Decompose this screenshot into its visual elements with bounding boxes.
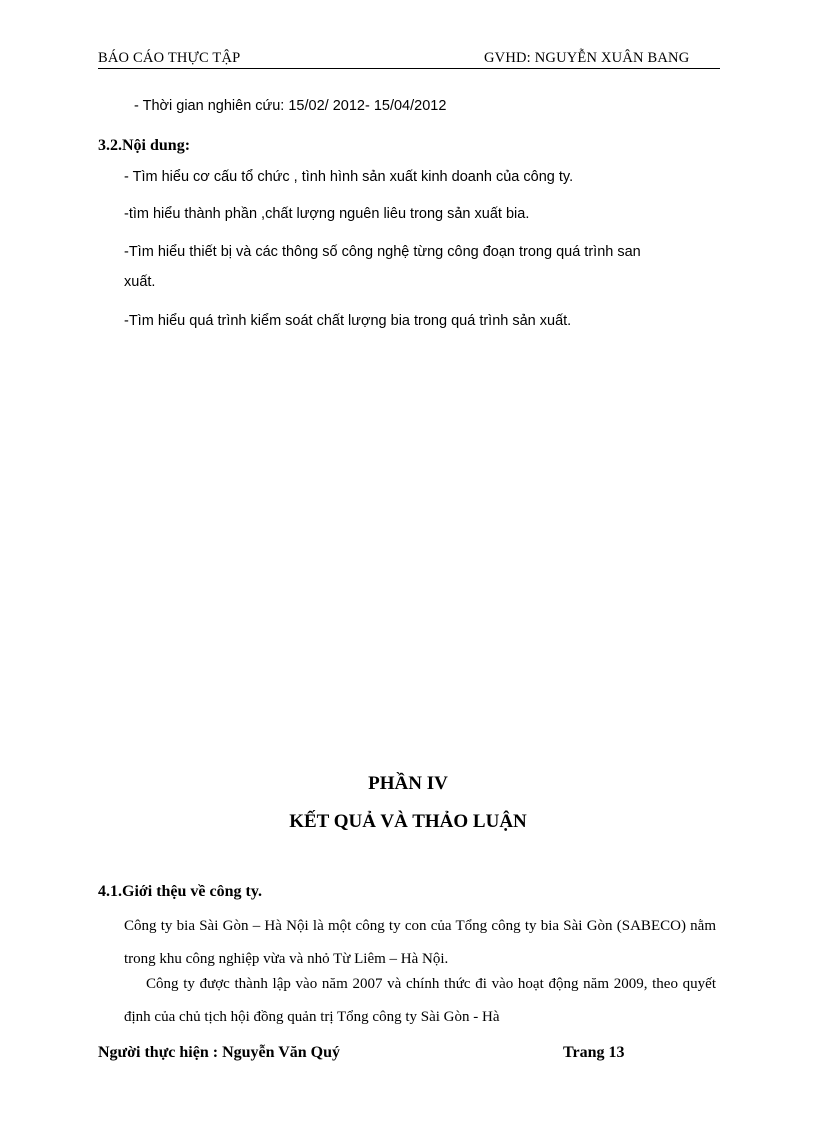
content-item-3-continued: xuất. xyxy=(124,274,156,290)
part-number: PHẦN IV xyxy=(368,773,448,794)
company-intro-paragraph-2: Công ty được thành lập vào năm 2007 và chính thức đi vào hoạt động năm 2009, theo quyết định của chủ tịch hội đồng quản trị Tổng công ty Sài Gòn - Hà xyxy=(124,976,716,1025)
header-report-title: BÁO CÁO THỰC TẬP xyxy=(98,50,241,66)
company-intro-paragraph-1: Công ty bia Sài Gòn – Hà Nội là một công ty con của Tổng công ty bia Sài Gòn (SABECO) nằm trong khu công nghiệp vừa và nhỏ Từ Liêm – Hà Nội. xyxy=(124,918,716,967)
content-item-2: -tìm hiểu thành phần ,chất lượng nguên liêu trong sản xuất bia. xyxy=(124,206,530,222)
research-time: - Thời gian nghiên cứu: 15/02/ 2012- 15/04/2012 xyxy=(134,98,447,114)
page-number: Trang 13 xyxy=(563,1044,625,1061)
header-supervisor: GVHD: NGUYỄN XUÂN BANG xyxy=(484,50,690,66)
content-item-1: - Tìm hiểu cơ cấu tổ chức , tình hình sản xuất kinh doanh của công ty. xyxy=(124,169,574,185)
part-title: KẾT QUẢ VÀ THẢO LUẬN xyxy=(289,811,527,832)
section-4-1-heading: 4.1.Giới thệu về công ty. xyxy=(98,883,262,900)
content-item-3: -Tìm hiểu thiết bị và các thông số công nghệ từng công đoạn trong quá trình san xyxy=(124,244,641,260)
section-3-2-heading: 3.2.Nội dung: xyxy=(98,137,191,154)
footer-author: Người thực hiện : Nguyễn Văn Quý xyxy=(98,1044,341,1061)
header-divider xyxy=(98,68,720,69)
content-item-4: -Tìm hiểu quá trình kiểm soát chất lượng bia trong quá trình sản xuất. xyxy=(124,313,572,329)
